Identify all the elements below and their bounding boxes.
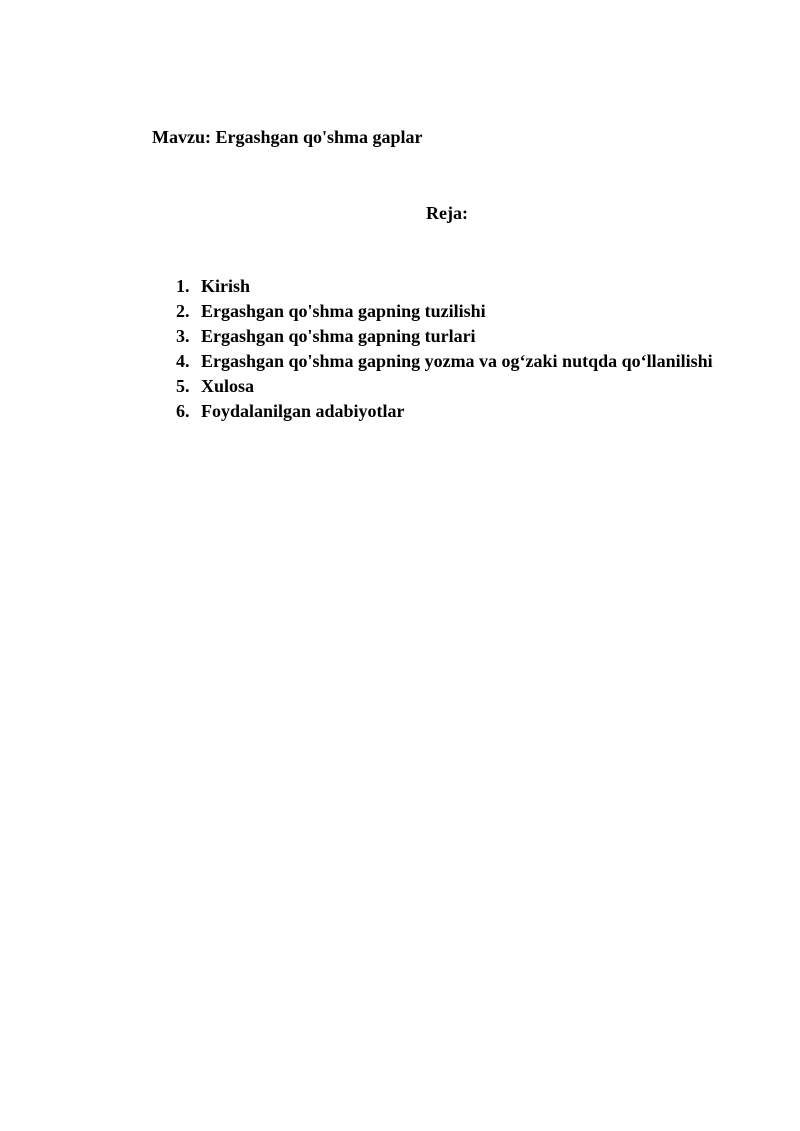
plan-item-4 <box>176 350 713 375</box>
topic-title: Mavzu: Ergashgan qo'shma gaplar <box>152 127 423 147</box>
plan-item-5 <box>176 375 713 400</box>
plan-item-number: 2. <box>176 301 190 321</box>
plan-item-number: 3. <box>176 326 190 346</box>
plan-item-3 <box>176 325 713 350</box>
plan-item-number: 5. <box>176 376 190 396</box>
plan-item-text: Kirish <box>201 276 251 296</box>
plan-item-text: Foydalanilgan adabiyotlar <box>201 401 405 421</box>
plan-heading: Reja: <box>426 203 468 223</box>
plan-item-number: 6. <box>176 401 190 421</box>
plan-item-text: Ergashgan qo'shma gapning tuzilishi <box>201 301 486 321</box>
plan-item-text: Xulosa <box>201 376 255 396</box>
plan-item-1 <box>176 275 713 300</box>
plan-item-number: 4. <box>176 351 190 371</box>
plan-list <box>176 275 713 425</box>
plan-item-number: 1. <box>176 276 190 296</box>
plan-item-6 <box>176 400 713 425</box>
plan-item-2 <box>176 300 713 325</box>
plan-item-text: Ergashgan qo'shma gapning turlari <box>201 326 476 346</box>
plan-item-text: Ergashgan qo'shma gapning yozma va og‘zaki nutqda qo‘llanilishi <box>201 351 713 371</box>
